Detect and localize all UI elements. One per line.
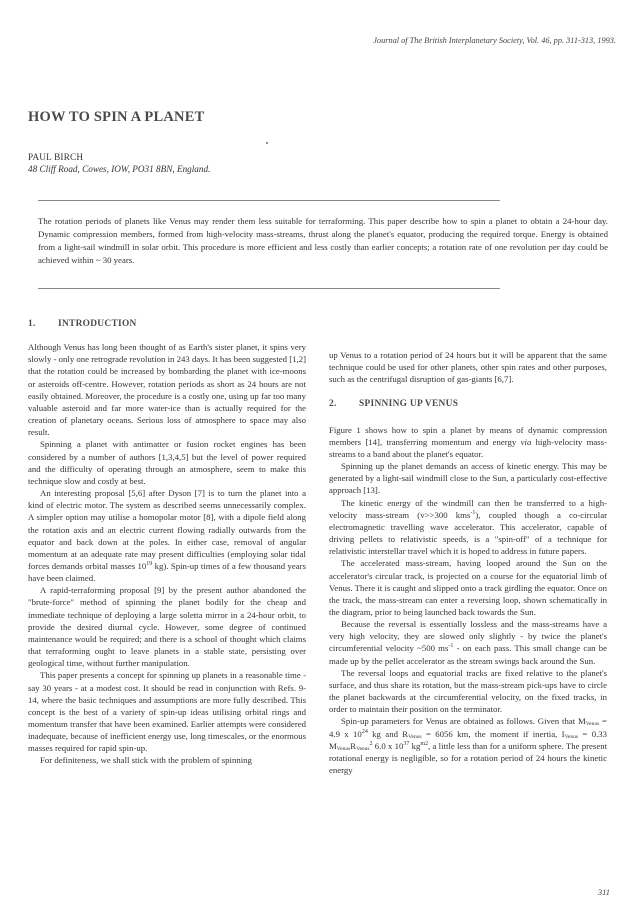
superscript: 2 xyxy=(369,740,373,747)
superscript: -1 xyxy=(470,509,476,516)
abstract-bottom-rule xyxy=(38,288,500,289)
paragraph-text: Because the reversal is essentially lossless and the mass-streams have a very high velocity, they are slowed only slightly - by twice the planet's circumferential velocity ~500 ms xyxy=(329,619,607,654)
superscript: -1 xyxy=(448,643,454,650)
subscript: Venus xyxy=(564,733,579,740)
equation-text: kg and R xyxy=(367,728,409,739)
section-heading-spinning-up-venus xyxy=(329,398,607,410)
paragraph xyxy=(329,497,607,558)
paragraph: The accelerated mass-stream, having looped around the Sun on the accelerator's circular track, is projected on a course for the equatorial limb of Venus. There it is caught and slipped onto a track girdling the equator. Once on the track, the mass-stream can enter a reversing loop, shown schematically in the diagram, prior to being launched back towards the Sun. xyxy=(329,558,607,617)
abstract: The rotation periods of planets like Venus may render them less suitable for terraforming. This paper describe how to spin a planet to obtain a 24-hour day. Dynamic compression members, formed from high-velocity mass-streams, thrust along the planet's equator, producing the required torque. Energy is obtained from a light-sail windmill in solar orbit. This procedure is more efficient and less costly than earlier concepts; a rotation rate of one revolution per day could be achieved within ~ 30 years. xyxy=(38,216,608,265)
paragraph: For definiteness, we shall stick with the problem of spinning xyxy=(40,755,252,766)
paragraph xyxy=(329,424,607,460)
paragraph-text: An interesting proposal [5,6] after Dyson [7] is to turn the planet into a kind of electric motor. The system as described seems unnecessarily complex. A simpler option may utilise a homopolar motor [8], with a dipole field along the rotation axis and an electric current flowing radially outwards from the equator and back down at the poles. In either case, removal of angular momentum at an adequate rate may present difficulties (employing solar tidal forces demands orbital masses 10 xyxy=(28,488,306,571)
paragraph: Spinning up the planet demands an access of kinetic energy. This may be generated by a light-sail windmill close to the Sun, a particularly cost-effective approach [13]. xyxy=(329,461,607,496)
journal-citation-header: Journal of The British Interplanetary Society, Vol. 46, pp. 311-313, 1993. xyxy=(373,36,616,45)
left-column xyxy=(28,318,306,767)
paragraph: A rapid-terraforming proposal [9] by the present author abandoned the "brute-force" method of spinning the planet bodily for the cheap and immediate technique of deploying a large soletta mirror in a 24-hour orbit, to provide the desired diurnal cycle. However, some degree of continued maintenance would be required; and there is a school of thought which claims that terraforming ought to leave planets in a stable state, persisting over geological time, without further manipulation. xyxy=(28,585,306,669)
section-number: 2. xyxy=(329,399,337,410)
superscript: 24 xyxy=(361,728,368,735)
right-column xyxy=(329,349,607,776)
paragraph-text: kg). Spin-up times of a few thousand years have been claimed. xyxy=(28,560,306,584)
section-title: SPINNING UP VENUS xyxy=(359,399,459,410)
section-heading-introduction xyxy=(28,318,306,330)
equation-text: = 0.33 M xyxy=(329,728,608,751)
equation-text: = 6056 km, the moment if inertia, I xyxy=(421,728,565,739)
equation-text: R xyxy=(350,740,357,751)
paragraph-equation xyxy=(329,715,607,776)
paragraph-continuation: up Venus to a rotation period of 24 hours but it will be apparent that the same technique could be used for other planets, other spin rates and other purposes, such as the centrifugal disruption of gas-giants [6,7]. xyxy=(329,350,607,385)
paragraph-text: high-velocity mass-streams to a band about the planet's equator. xyxy=(329,436,608,459)
superscript: 19 xyxy=(146,560,153,567)
equation-text: kg xyxy=(409,740,421,751)
scan-speck xyxy=(266,142,268,144)
section-number: 1. xyxy=(28,319,36,329)
page-number: 311 xyxy=(597,887,610,897)
paragraph xyxy=(329,618,607,667)
paragraph-text: Figure 1 shows how to spin a planet by means of dynamic compression members [14], transferring momentum and energy xyxy=(329,424,607,447)
paragraph xyxy=(28,487,306,584)
section-title: INTRODUCTION xyxy=(58,319,137,329)
paragraph-text: The kinetic energy of the windmill can then be transferred to a high-velocity mass-stream (v>>300 kms xyxy=(329,497,607,520)
paper-title: HOW TO SPIN A PLANET xyxy=(28,109,205,125)
subscript: Venus xyxy=(356,745,370,752)
paragraph-text: - on each pass. This small change can be made up by the pellet accelerator as the stream swings back around the Sun. xyxy=(329,643,607,666)
subscript: Venus xyxy=(408,733,422,740)
paragraph-text: ), coupled though a co-circular electromagnetic travelling wave accelerator. This accelerator, capable of driving pellets to relativistic speeds, is a "spin-off" of a technique for relativistic interstellar travel which it is hoped to address in future papers. xyxy=(329,509,607,557)
italic-text: via xyxy=(520,436,532,447)
abstract-top-rule xyxy=(38,200,500,201)
paragraph-text: Spin-up parameters for Venus are obtained as follows. Given that M xyxy=(341,716,586,727)
paragraph: Although Venus has long been thought of as Earth's sister planet, it spins very slowly - only one retrograde revolution in 243 days. It has been suggested [1,2] that the rotation could be increased by bombarding the planet with ice-moons or asteroids off-centre. However, rotation periods as short as 24 hours are not easily obtained. Moreover, the procedure is a costly one, using up far too many valuable asteroid and far more water-ice than is actually required for the creation of planetary oceans. Serious loss of atmosphere to space may also result. xyxy=(28,342,306,438)
equation-text: 6.0 x 10 xyxy=(372,740,404,751)
paragraph: Spinning a planet with antimatter or fusion rocket engines has been considered by a number of authors [1,3,4,5] but the level of power required and the difficulty of operating through an atmosphere, seem to make this technique slow and costly at best. xyxy=(28,439,306,486)
subscript: Venus xyxy=(336,745,351,752)
subscript: Venus xyxy=(585,721,600,728)
paragraph-text: , a little less than for a uniform sphere. The present rotational energy is negligible, so for a rotation period of 24 hours the kinetic energy xyxy=(329,740,608,775)
equation-text: = 4.9 x 10 xyxy=(329,716,607,739)
paragraph: The reversal loops and equatorial tracks are fixed relative to the planet's surface, and thus share its rotation, but the mass-stream pick-ups have to circle the planet backwards at the circumferential velocity, on the fixed tracks, in order to maintain their position on the terminator. xyxy=(329,667,607,715)
superscript: m2 xyxy=(420,740,429,747)
paragraph: This paper presents a concept for spinning up planets in a reasonable time - say 30 years - at a modest cost. It should be read in conjunction with Refs. 9-14, where the basic techniques and assumptions are more fully described. This concept is the best of a variety of spin-up ideas utilising orbital rings and momentum transfer that have been examined. Earlier attempts were considered inadequate, because of inefficient energy use, long timescales, or the enormous masses required for rapid spin-up. xyxy=(28,670,306,754)
author-name: PAUL BIRCH xyxy=(28,152,84,162)
author-address: 48 Cliff Road, Cowes, IOW, PO31 8BN, England. xyxy=(28,164,211,174)
superscript: 37 xyxy=(403,740,410,747)
